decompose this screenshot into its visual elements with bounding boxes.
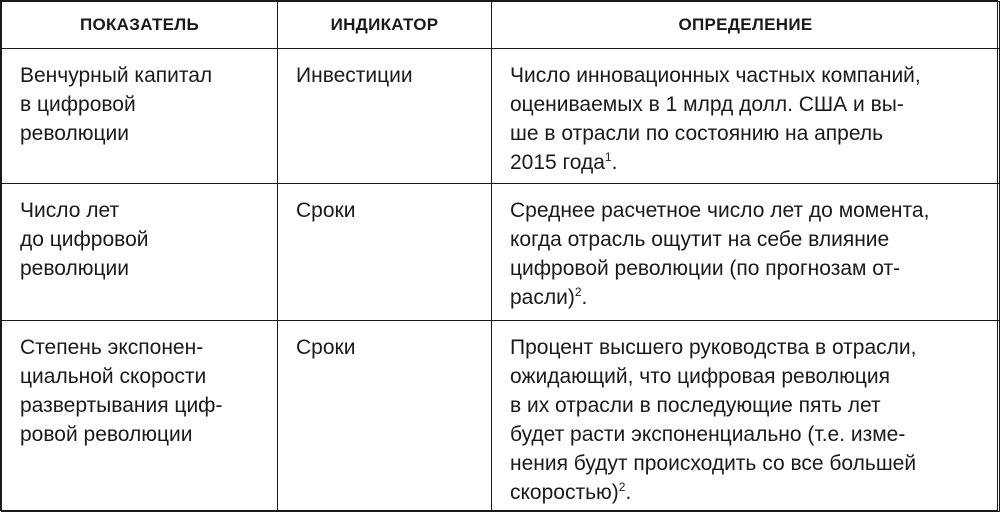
indicator-cell [2,321,278,512]
category-text: Сроки [296,336,356,359]
header-definition: ОПРЕДЕЛЕНИЕ [492,2,1000,49]
definition-line: ше в отрасли по состоянию на апрель [510,122,884,145]
footnote-marker: 2 [618,480,626,494]
definition-line: ожидающий, что цифровая революция [510,365,890,388]
category-text: Инвестиции [296,64,413,87]
footnote-marker: 2 [574,285,582,299]
definition-line: Среднее расчетное число лет до момента, [510,199,930,222]
definition-line: скоростью) [510,481,619,504]
definition-line: Процент высшего руководства в отрасли, [510,336,917,359]
category-cell [278,321,492,512]
header-category: ИНДИКАТОР [278,2,492,49]
definition-line: цифровой революции (по прогнозам от- [510,257,901,280]
table-row [2,184,1000,321]
definition-line: будет расти экспоненциально (т.е. изме- [510,423,906,446]
definition-cell [492,184,1000,321]
footnote-marker: 1 [604,150,612,164]
indicator-line: до цифровой [20,228,149,251]
definition-cell: Число инновационных частных компаний, оцениваемых в 1 млрд долл. США и вы- ше в отрасли по состоянию на апрель 2015 года$^1$. [492,49,1000,184]
definition-line: нения будут происходить со все большей [510,452,917,475]
indicator-line: революции [20,257,129,280]
table-row [2,321,1000,512]
indicators-table-grid [1,1,1000,512]
definition-line: оцениваемых в 1 млрд долл. США и вы- [510,93,904,116]
indicator-line: ровой революции [20,423,193,446]
definition-line: когда отрасль ощутит на себе влияние [510,228,890,251]
indicator-line: революции [20,122,129,145]
table-row [2,49,1000,184]
table-header-row [2,2,1000,49]
definition-line: в их отрасли в последующие пять лет [510,394,881,417]
indicator-cell [2,184,278,321]
definition-line: Число инновационных частных компаний, [510,64,921,87]
category-cell [278,49,492,184]
indicator-line: Степень экспонен- [20,336,204,359]
definition-tail: . [625,481,632,504]
category-cell [278,184,492,321]
indicator-line: в цифровой [20,93,136,116]
indicator-line: развертывания циф- [20,394,223,417]
header-indicator: ПОКАЗАТЕЛЬ [2,2,278,49]
category-text: Сроки [296,199,356,222]
indicator-line: Венчурный капитал [20,64,213,87]
definition-cell [492,321,1000,512]
indicator-line: циальной скорости [20,365,207,388]
definition-tail: . [581,286,588,309]
definition-line: расли) [510,286,575,309]
definition-line: 2015 года [510,151,605,174]
indicator-line: Число лет [20,199,120,222]
indicator-cell [2,49,278,184]
